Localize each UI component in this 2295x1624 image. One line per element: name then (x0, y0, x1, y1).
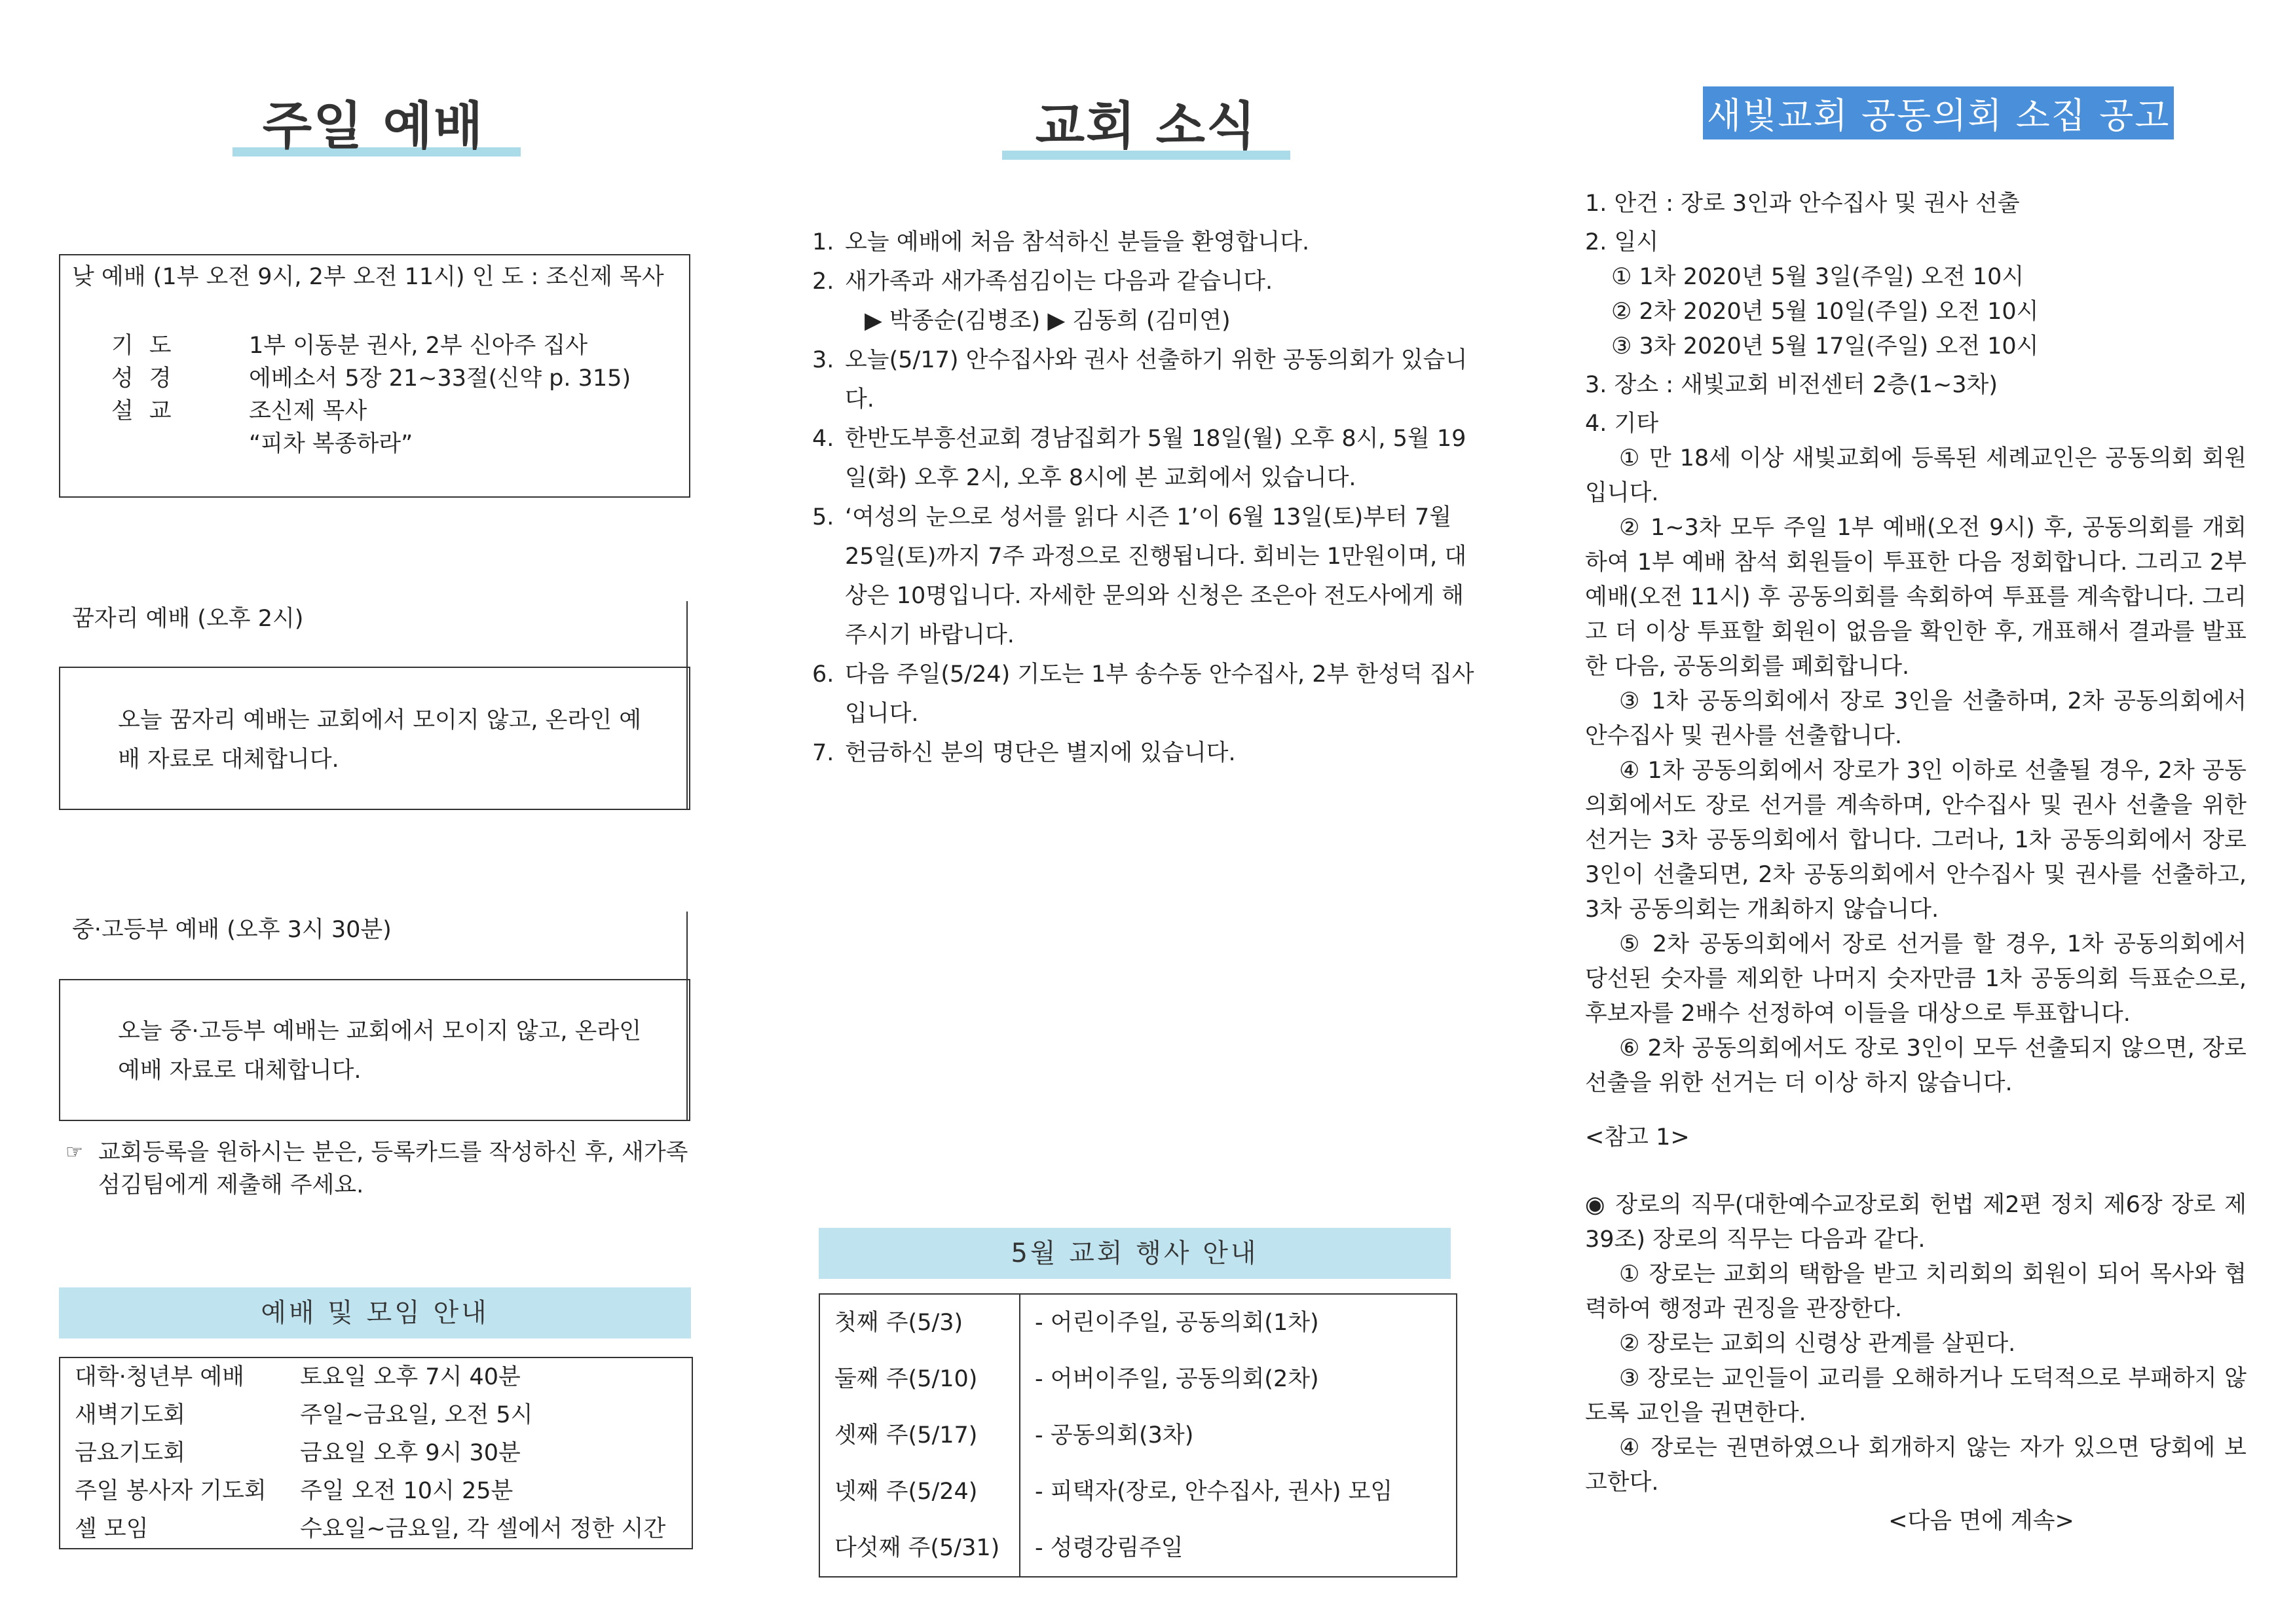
news-item (812, 223, 1480, 262)
news-text: 새가족과 새가족섬김이는 다음과 같습니다. (845, 268, 1273, 295)
meeting-name: 셀 모임 (75, 1516, 149, 1542)
reference-item: ④ 장로는 권면하였으나 회개하지 않는 자가 있으면 당회에 보고한다. (1585, 1435, 2247, 1496)
event-desc: - 피택자(장로, 안수집사, 권사) 모임 (1035, 1479, 1393, 1505)
meeting-row (60, 1510, 692, 1549)
event-row (819, 1464, 1457, 1520)
sunday-worship-title: 주일 예배 (262, 97, 485, 156)
news-number: 3. (812, 347, 834, 373)
meeting-time: 수요일~금요일, 각 셀에서 정한 시간 (300, 1516, 666, 1542)
event-desc: - 성령강림주일 (1035, 1535, 1184, 1561)
meeting-row (60, 1434, 692, 1472)
etc-item: ⑥ 2차 공동의회에서도 장로 3인이 모두 선출되지 않으면, 장로 선출을 위한 선거는 더 이상 하지 않습니다. (1585, 1035, 2247, 1096)
news-number: 4. (812, 426, 834, 452)
day-service-heading: 낮 예배 (1부 오전 9시, 2부 오전 11시) 인 도 : 조신제 목사 (72, 259, 671, 291)
sermon-row (92, 395, 681, 428)
sermon-title-row (92, 428, 681, 460)
news-item (812, 733, 1480, 773)
news-item (812, 419, 1480, 498)
news-text: 한반도부흥선교회 경남집회가 5월 18일(월) 오후 8시, 5월 19일(화) 오후 2시, 오후 8시에 본 교회에서 있습니다. (845, 426, 1466, 491)
prayer-value: 1부 이동분 권사, 2부 신아주 집사 (249, 333, 588, 359)
column-church-news (812, 0, 1480, 1624)
news-number: 1. (812, 229, 834, 255)
event-week: 셋째 주(5/17) (819, 1407, 1020, 1464)
register-note-text: 교회등록을 원하시는 분은, 등록카드를 작성하신 후, 새가족 섬김팀에게 제출해 주세요. (98, 1139, 688, 1198)
meeting-name: 주일 봉사자 기도회 (75, 1478, 267, 1504)
church-news-title: 교회 소식 (1035, 97, 1258, 156)
column-congregation-notice (1559, 0, 2253, 1624)
news-item (812, 498, 1480, 655)
sermon-value: 조신제 목사 (249, 398, 367, 424)
reference-item: ② 장로는 교회의 신령상 관계를 살핀다. (1619, 1331, 2016, 1357)
event-row (819, 1407, 1457, 1464)
event-row (819, 1351, 1457, 1407)
news-text: ▶ 박종순(김병조) ▶ 김동희 (김미연) (865, 308, 1231, 334)
register-note (65, 1136, 694, 1202)
events-title: 5월 교회 행사 안내 (819, 1228, 1451, 1279)
meetings-table (59, 1357, 693, 1549)
notice-body (1585, 187, 2247, 1539)
etc-item: ⑤ 2차 공동의회에서 장로 선거를 할 경우, 1차 공동의회에서 당선된 숫자를 제외한 나머지 숫자만큼 1차 공동의회 득표순으로, 후보자를 2배수 선정하여 이들을 대상으로 투표합니다. (1585, 931, 2247, 1027)
event-row (819, 1520, 1457, 1577)
meetings-title: 예배 및 모임 안내 (59, 1287, 691, 1338)
etc-item: ④ 1차 공동의회에서 장로가 3인 이하로 선출될 경우, 2차 공동의회에서도 장로 선거를 계속하며, 안수집사 및 권사 선출을 위한 선거는 3차 공동의회에서 합니다. 그러나, 1차 공동의회에서 장로 3인이 선출되면, 2차 공동의회에서 안수집사 및 권사를 선출하고, 3차 공동의회는 개최하지 않습니다. (1585, 758, 2247, 923)
meeting-name: 금요기도회 (75, 1440, 186, 1466)
news-text: 오늘 예배에 처음 참석하신 분들을 환영합니다. (845, 229, 1310, 255)
news-list (812, 223, 1480, 773)
news-text: ‘여성의 눈으로 성서를 읽다 시즌 1’이 6월 13일(토)부터 7월 25일(토)까지 7주 과정으로 진행됩니다. 회비는 1만원이며, 대상은 10명입니다. 자세한 문의와 신청은 조은아 전도사에게 해 주시기 바랍니다. (845, 504, 1467, 648)
schedule-item: ① 1차 2020년 5월 3일(주일) 오전 10시 (1611, 264, 2024, 290)
meeting-row (60, 1396, 692, 1434)
dream-service-body: 오늘 꿈자리 예배는 교회에서 모이지 않고, 온라인 예배 자료로 대체합니다. (118, 707, 642, 773)
agenda: 1. 안건 : 장로 3인과 안수집사 및 권사 선출 (1585, 191, 2020, 217)
reference-intro: ◉ 장로의 직무(대한예수교장로회 헌법 제2편 정치 제6장 장로 제39조) 장로의 직무는 다음과 같다. (1585, 1192, 2247, 1253)
meeting-time: 금요일 오후 9시 30분 (300, 1440, 521, 1466)
news-number (812, 301, 845, 341)
event-week: 둘째 주(5/10) (819, 1351, 1020, 1407)
meeting-row (60, 1357, 692, 1396)
meeting-time: 주일~금요일, 오전 5시 (300, 1402, 533, 1428)
reference-item: ③ 장로는 교인들이 교리를 오해하거나 도덕적으로 부패하지 않도록 교인을 권면한다. (1585, 1365, 2247, 1426)
etc-label: 4. 기타 (1585, 411, 1659, 437)
news-number: 2. (812, 268, 834, 295)
meeting-time: 주일 오전 10시 25분 (300, 1478, 513, 1504)
continued-note: <다음 면에 계속> (1888, 1508, 2074, 1534)
news-number: 6. (812, 661, 834, 688)
place: 3. 장소 : 새빛교회 비전센터 2층(1~3차) (1585, 372, 1998, 398)
dream-service-heading: 꿈자리 예배 (오후 2시) (72, 602, 303, 635)
events-table (819, 1293, 1457, 1578)
column-sunday-worship (52, 0, 707, 1624)
pointing-hand-icon: ☞ (65, 1141, 83, 1164)
news-number: 7. (812, 740, 834, 766)
event-week: 다섯째 주(5/31) (819, 1520, 1020, 1577)
prayer-label: 기도 (111, 333, 187, 359)
event-week: 넷째 주(5/24) (819, 1464, 1020, 1520)
news-item (812, 301, 1480, 341)
reference-label: <참고 1> (1585, 1124, 1690, 1151)
notice-title: 새빛교회 공동의회 소집 공고 (1703, 86, 2174, 139)
etc-item: ① 만 18세 이상 새빛교회에 등록된 세례교인은 공동의회 회원입니다. (1585, 445, 2247, 506)
youth-service-body: 오늘 중·고등부 예배는 교회에서 모이지 않고, 온라인 예배 자료로 대체합니다. (118, 1018, 642, 1084)
sermon-label: 설교 (111, 398, 187, 424)
etc-item: ② 1~3차 모두 주일 1부 예배(오전 9시) 후, 공동의회를 개회하여 1부 예배 참석 회원들이 투표한 다음 정회합니다. 그리고 2부 예배(오전 11시) 후 공동의회를 속회하여 투표를 계속합니다. 그리고 더 이상 투표할 회원이 없음을 확인한 후, 개표해서 결과를 발표한 다음, 공동의회를 폐회합니다. (1585, 515, 2247, 680)
news-item (812, 655, 1480, 733)
event-desc: - 어버이주일, 공동의회(2차) (1035, 1366, 1319, 1392)
meeting-name: 새벽기도회 (75, 1402, 186, 1428)
etc-item: ③ 1차 공동의회에서 장로 3인을 선출하며, 2차 공동의회에서 안수집사 및 권사를 선출합니다. (1585, 688, 2247, 749)
scripture-row (92, 362, 681, 395)
news-item (812, 262, 1480, 301)
event-desc: - 어린이주일, 공동의회(1차) (1035, 1310, 1319, 1336)
schedule-item: ③ 3차 2020년 5월 17일(주일) 오전 10시 (1611, 333, 2039, 360)
meeting-row (60, 1472, 692, 1510)
news-text: 다음 주일(5/24) 기도는 1부 송수동 안수집사, 2부 한성덕 집사입니다. (845, 661, 1474, 727)
reference-item: ① 장로는 교회의 택함을 받고 치리회의 회원이 되어 목사와 협력하여 행정과 권징을 관장한다. (1585, 1261, 2247, 1322)
event-row (819, 1294, 1457, 1351)
youth-service-heading: 중·고등부 예배 (오후 3시 30분) (72, 913, 392, 946)
meeting-name: 대학·청년부 예배 (75, 1364, 244, 1390)
event-week: 첫째 주(5/3) (819, 1294, 1020, 1351)
news-text: 오늘(5/17) 안수집사와 권사 선출하기 위한 공동의회가 있습니다. (845, 347, 1468, 413)
schedule-label: 2. 일시 (1585, 229, 1659, 255)
scripture-label: 성경 (111, 365, 187, 392)
schedule-list (1585, 260, 2247, 364)
reference-list (1585, 1257, 2247, 1500)
schedule-item: ② 2차 2020년 5월 10일(주일) 오전 10시 (1611, 299, 2039, 325)
event-desc: - 공동의회(3차) (1035, 1422, 1194, 1449)
news-item (812, 341, 1480, 419)
prayer-row (92, 329, 681, 362)
meeting-time: 토요일 오후 7시 40분 (300, 1364, 521, 1390)
sermon-title: “피차 복종하라” (249, 431, 413, 457)
scripture-value: 에베소서 5장 21~33절(신약 p. 315) (249, 365, 631, 392)
news-number: 5. (812, 504, 834, 530)
etc-list (1585, 441, 2247, 1101)
news-text: 헌금하신 분의 명단은 별지에 있습니다. (845, 740, 1236, 766)
day-service-details (92, 329, 681, 460)
